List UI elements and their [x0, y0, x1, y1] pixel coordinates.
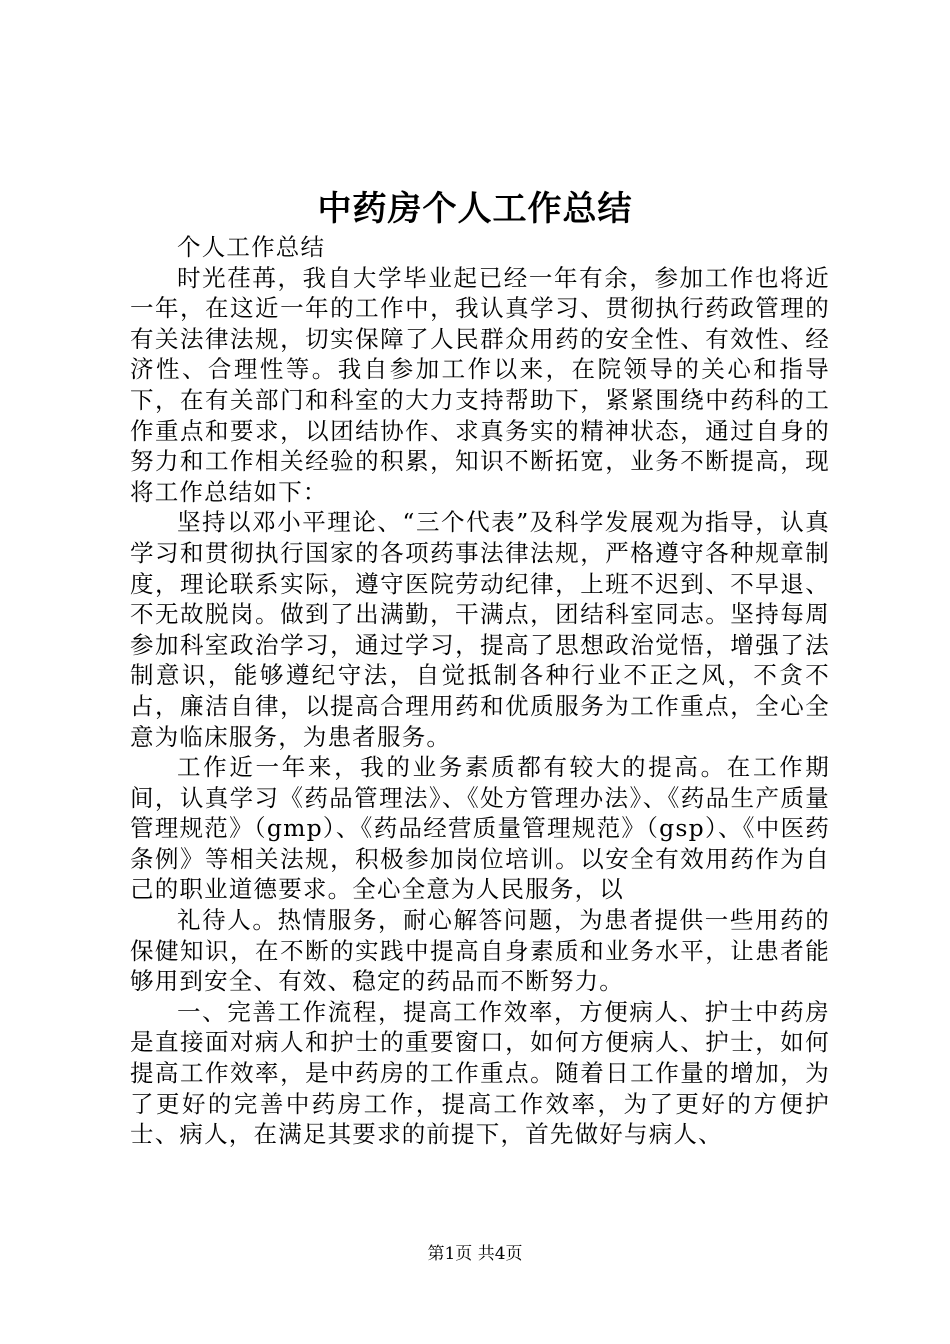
paragraph: 坚持以邓小平理论、“三个代表”及科学发展观为指导，认真学习和贯彻执行国家的各项药事法律法规，严格遵守各种规章制度，理论联系实际，遵守医院劳动纪律，上班不迟到、不早退、不无故脱岗。做到了出满勤，干满点，团结科室同志。坚持每周参加科室政治学习，通过学习，提高了思想政治觉悟，增强了法制意识，能够遵纪守法，自觉抵制各种行业不正之风，不贪不占，廉洁自律，以提高合理用药和优质服务为工作重点，全心全意为临床服务，为患者服务。	[130, 508, 830, 751]
paragraph: 礼待人。热情服务，耐心解答问题，为患者提供一些用药的保健知识，在不断的实践中提高自身素质和业务水平，让患者能够用到安全、有效、稳定的药品而不断努力。	[130, 906, 830, 996]
paragraph: 一、完善工作流程，提高工作效率，方便病人、护士中药房是直接面对病人和护士的重要窗口，如何方便病人、护士，如何提高工作效率，是中药房的工作重点。随着日工作量的增加，为了更好的完善中药房工作，提高工作效率，为了更好的方便护士、病人，在满足其要求的前提下，首先做好与病人、	[130, 997, 830, 1149]
paragraph: 工作近一年来，我的业务素质都有较大的提高。在工作期间，认真学习《药品管理法》、《处方管理办法》、《药品生产质量管理规范》（gmp）、《药品经营质量管理规范》（gsp）、《中医药条例》等相关法规，积极参加岗位培训。以安全有效用药作为自己的职业道德要求。全心全意为人民服务，以	[130, 753, 830, 904]
document-body	[130, 232, 830, 1150]
document-title: 中药房个人工作总结	[317, 189, 633, 229]
page-number-footer: 第1页 共4页	[427, 1244, 523, 1264]
paragraph: 时光荏苒，我自大学毕业起已经一年有余，参加工作也将近一年，在这近一年的工作中，我认真学习、贯彻执行药政管理的有关法律法规，切实保障了人民群众用药的安全性、有效性、经济性、合理性等。我自参加工作以来，在院领导的关心和指导下，在有关部门和科室的大力支持帮助下，紧紧围绕中药科的工作重点和要求，以团结协作、求真务实的精神状态，通过自身的努力和工作相关经验的积累，知识不断拓宽，业务不断提高，现将工作总结如下：	[130, 263, 830, 506]
paragraph-heading: 个人工作总结	[177, 233, 326, 261]
